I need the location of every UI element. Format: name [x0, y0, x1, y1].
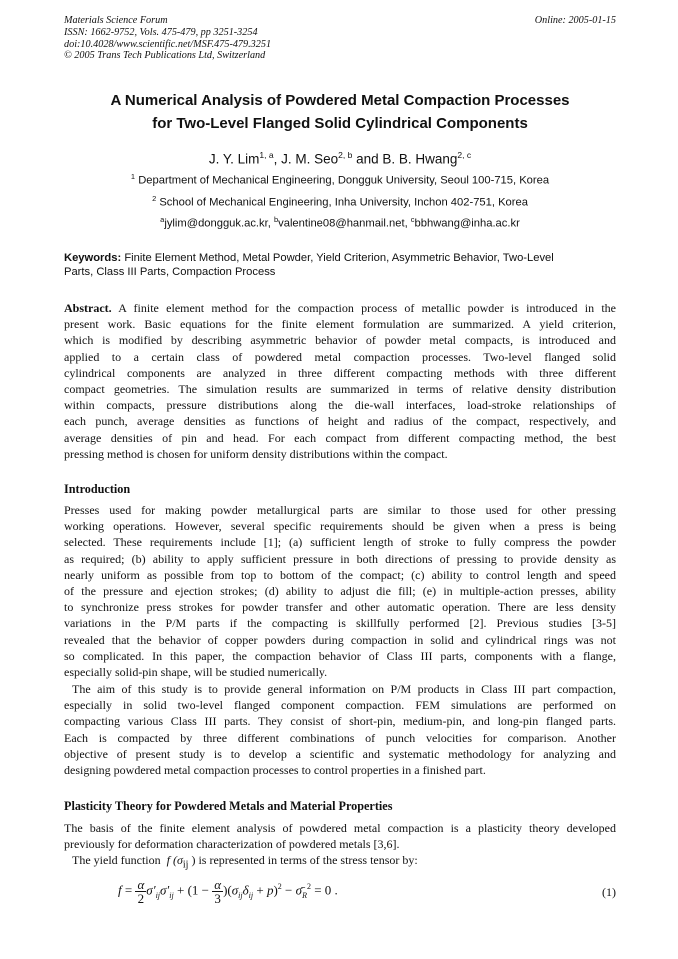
email-a-sup: a — [160, 215, 165, 224]
author-2: J. M. Seo — [281, 151, 339, 167]
equation-1 — [118, 877, 616, 911]
keywords-line-2: Parts, Class III Parts, Compaction Process — [64, 266, 276, 279]
abstract-line: within compacts, pressure distributions along the die-wall interfaces, load-stroke relationships of — [64, 398, 616, 413]
author-1-sup: 1, a — [259, 150, 274, 160]
abstract-line: cylindrical components are analyzed in three different compacting methods with three different — [64, 365, 616, 380]
affiliation-2-text: School of Mechanical Engineering, Inha University, Inchon 402-751, Korea — [159, 196, 528, 209]
abstract-line: each punch, average densities as functions of height and radius of the compact, respectively, and — [64, 414, 616, 429]
paper-title — [64, 89, 616, 135]
author-2-sup: 2, b — [338, 150, 353, 160]
journal-header — [64, 15, 616, 62]
intro-line: objective of present study is to develop a scientific and systematic methodology for analyzing and — [64, 746, 616, 761]
plasticity-line: The basis of the finite element analysis of powdered metal compaction is a plasticity theory developed — [64, 821, 616, 835]
email-c-sup: c — [410, 215, 415, 224]
affiliation-2 — [64, 192, 616, 210]
journal-name: Materials Science Forum — [64, 15, 168, 26]
intro-line: selected. These requirements include [1]; (a) sufficient length of stroke to fully compress the powder — [64, 535, 616, 550]
doi-line[interactable]: doi:10.4028/www.scientific.net/MSF.475-479.3251 — [64, 38, 272, 50]
yield-equation: f = $\frac{\alpha}{2}$ $\sigma'_{ij}\sigma'_{ij} + (1$ − $\frac{\alpha}{3}$ )$(\sigma_{ij}\delta_{ij} + p)^2$ − $\sigmā_R^2 = 0$ . — [118, 877, 338, 906]
intro-line: revealed that the behavior of copper powders during compaction in solid and cylindrical rings was not — [64, 632, 616, 647]
issn-line: ISSN: 1662-9752, Vols. 475-479, pp 3251-3254 — [64, 26, 258, 38]
plasticity-paragraph — [64, 820, 616, 874]
abstract-line: Abstract. A finite element method for the compaction process of metallic powder is introduced in the — [64, 301, 617, 315]
affiliation-1 — [64, 170, 616, 188]
affiliation-1-sup: 1 — [130, 172, 136, 181]
author-3-sup: 2, c — [457, 150, 472, 160]
author-list — [64, 146, 616, 169]
email-c[interactable]: bbhwang@inha.ac.kr — [414, 217, 520, 230]
email-line: $^a$jylim@dongguk.ac.kr, $^b$valentine08@hanmail.net, $^c$bbhwang@inha.ac.kr — [160, 215, 520, 230]
author-sep: , — [273, 151, 282, 167]
author-1: J. Y. Lim — [208, 151, 260, 167]
introduction-paragraph-2 — [64, 681, 616, 778]
introduction-paragraph-1 — [64, 502, 616, 680]
abstract-label: Abstract. — [64, 301, 112, 315]
title-line-2: for Two-Level Flanged Solid Cylindrical Components — [152, 115, 528, 132]
yield-line: The yield function f ($\sigma_{ij}$ ) is represented in terms of the stress tensor by: — [72, 853, 418, 871]
online-date: Online: 2005-01-15 — [534, 15, 616, 26]
alpha-over-3: $\frac{\alpha}{3}$ — [214, 877, 222, 906]
intro-line: compacting various Class III parts. They consist of short-pin, medium-pin, and long-pin flanged parts. — [64, 714, 616, 729]
title-line-1: A Numerical Analysis of Powdered Metal Compaction Processes — [110, 92, 570, 109]
equation-number: (1) — [602, 885, 616, 899]
intro-line: Presses used for making powder metallurgical parts are similar to those used for other pressing — [64, 503, 616, 517]
abstract — [64, 300, 616, 462]
intro-line: designing powdered metal compaction processes to control properties in a finished part. — [64, 763, 486, 778]
author-3: B. B. Hwang — [382, 151, 458, 167]
intro-line: especially solid-pin shape, will be studied numerically. — [64, 665, 328, 680]
abstract-line: average densities of pin and head. For each compact from different compacting method, the best — [64, 430, 616, 445]
copyright-line: © 2005 Trans Tech Publications Ltd, Switzerland — [64, 50, 266, 62]
affiliation-1-text: Department of Mechanical Engineering, Dongguk University, Seoul 100-715, Korea — [138, 174, 550, 187]
plasticity-line: previously for deformation characterization of powdered metals [3,6]. — [64, 837, 400, 852]
email-b-sup: b — [273, 215, 279, 224]
keywords-line-1: Finite Element Method, Metal Powder, Yield Criterion, Asymmetric Behavior, Two-Level — [124, 252, 554, 264]
intro-line: Each is compacted by three different combinations of punch velocities for comparison. Another — [64, 730, 616, 745]
abstract-line: pressing method is chosen for uniform density distributions within the compact. — [64, 446, 448, 461]
email-b[interactable]: valentine08@hanmail.net — [278, 217, 405, 230]
intro-line: as required; (b) ability to apply sufficient pressure in both directions of pressing to provide density as — [64, 551, 616, 566]
keywords-label: Keywords: — [64, 252, 122, 264]
abstract-line: present work. Basic equations for the finite element formulation are summarized. A yield criterion, — [64, 317, 616, 332]
abstract-line: compact geometries. The simulation results are summarized in terms of relative density distribution — [64, 382, 616, 397]
plasticity-heading: Plasticity Theory for Powdered Metals and Material Properties — [64, 799, 393, 813]
introduction-heading: Introduction — [64, 482, 131, 496]
intro-line: The aim of this study is to provide general information on P/M products in Class III part compaction, — [72, 682, 616, 696]
intro-line: variations in the P/M parts if the compacting is skillfully performed [2]. Previous studies [3-5] — [64, 616, 616, 631]
affiliation-2-sup: 2 — [152, 194, 157, 203]
yield-function: f (σ — [166, 853, 183, 868]
author-and: and — [352, 151, 383, 167]
intro-line: especially in solid two-level flanged component compaction. FEM simulations are performed on — [64, 698, 616, 713]
email-a[interactable]: jylim@dongguk.ac.kr — [164, 217, 268, 230]
intro-line: to synchronize press strokes for powder transfer and other automatic operation. There are less density — [64, 600, 616, 615]
intro-line: so complicated. In this paper, the compaction behavior of Class III parts, components with a flange, — [64, 648, 616, 663]
keywords — [64, 251, 616, 280]
abstract-line: applied to a certain class of powdered metal compaction processes. Two-level flanged solid — [64, 349, 616, 364]
abstract-line: which is modified by describing asymmetric behavior of powder metal compacts, is introduced and — [64, 333, 616, 348]
alpha-over-2: $\frac{\alpha}{2}$ — [137, 877, 145, 906]
intro-line: nearly uniform as possible from top to bottom of the compact; (c) ability to control length and speed — [64, 567, 616, 582]
intro-line: working operations. However, several specific requirements should be given when a press is being — [64, 519, 616, 534]
intro-line: of the pressure and ejection strokes; (d) ability to adjust die fill; (e) in multiple-action presses, ability — [64, 584, 616, 599]
